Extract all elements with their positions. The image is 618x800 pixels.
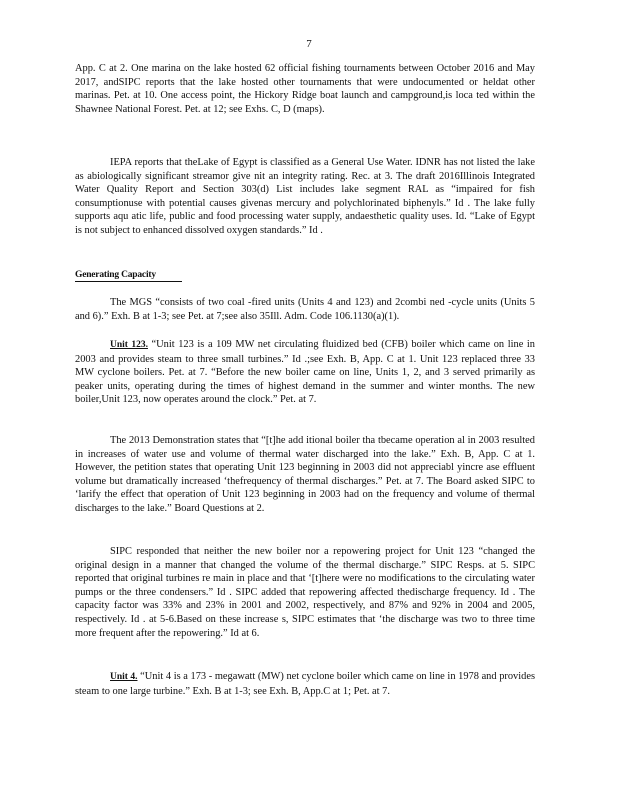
unit-123-text: “Unit 123 is a 109 MW net circulating fluidized bed (CFB) boiler which came on line in 2003 and provides steam to three small turbines.” Id .;see Exh. B, App. C at 1. Unit 123 replaced three 33 MW cyclone boilers. Pet. at 7. “Before the new boiler came on line, Units 1, 2, and 3 served primarily as peaker units, operating during the times of highest demand in the summer and winter months. The new boiler,Unit 123, now operates around the clock.” Pet. at 7.: [75, 339, 535, 406]
paragraph-iepa: IEPA reports that theLake of Egypt is classified as a General Use Water. IDNR has not listed the lake as abiologically significant streamor give nit an integrity rating. Rec. at 3. The draft 2016Illinois Integrated Water Quality Report and Section 303(d) List includes lake segment RAL as “impaired for fish consumptionuse with potential causes givenas mercury and polychlorinated biphenyls.” Id . The lake fully supports aqu atic life, public and food processing water supply, andaesthetic quality uses. Id. “Lake of Egypt is not subject to enhanced dissolved oxygen standards.” Id .: [75, 157, 535, 236]
paragraph-mgs: The MGS “consists of two coal -fired units (Units 4 and 123) and 2combi ned -cycle units (Units 5 and 6).” Exh. B at 1-3; see Pet. at 7;see also 35Ill. Adm. Code 106.1130(a)(1).: [75, 297, 535, 322]
paragraph-unit-123: [75, 338, 535, 407]
paragraph-marina: App. C at 2. One marina on the lake hosted 62 official fishing tournaments between October 2016 and May 2017, andSIPC reports that the lake hosted other tournaments that were undocumented or heldat other marinas. Pet. at 10. One access point, the Hickory Ridge boat launch and campground,is loca ted within the Shawnee National Forest. Pet. at 12; see Exhs. C, D (maps).: [75, 63, 535, 115]
section-heading: Generating Capacity: [75, 270, 156, 280]
paragraph-unit-4: [75, 670, 535, 698]
unit-123-label: Unit 123.: [110, 340, 148, 350]
unit-4-text: “Unit 4 is a 173 - megawatt (MW) net cyclone boiler which came on line in 1978 and provides steam to one large turbine.” Exh. B at 1-3; see Exh. B, App.C at 1; Pet. at 7.: [75, 671, 535, 697]
paragraph-demonstration: The 2013 Demonstration states that “[t]he add itional boiler tha tbecame operation al in 2003 resulted in increases of water use and volume of thermal water discharged into the lake.” Exh. B, App. C at 1. However, the petition states that operating Unit 123 beginning in 2003 did not appreciabl yincre ase effluent volume but dramatically increased ‘thefrequency of thermal discharges.” Pet. at 7. The Board asked SIPC to ‘larify the effect that operation of Unit 123 beginning in 2003 had on the frequency and volume of thermal discharges to the lake.” Board Questions at 2.: [75, 435, 535, 514]
unit-4-label: Unit 4.: [110, 672, 138, 682]
heading-underline: [75, 281, 182, 282]
page-number: 7: [306, 38, 312, 50]
paragraph-sipc-response: SIPC responded that neither the new boiler nor a repowering project for Unit 123 “changed the original design in a manner that changed the volume of the thermal discharge.” SIPC Resps. at 5. SIPC reported that original turbines re main in place and that ‘[t]here were no modifications to the circulating water pumps or the three condensers.” Id . SIPC added that repowering affected thedischarge frequency. Id . The capacity factor was 33% and 23% in 2001 and 2002, respectively, and 87% and 92% in 2004 and 2005, respectively. Id . at 5-6.Based on these increase s, SIPC estimates that ‘the discharge was two to three time more frequent after the repowering.” Id at 6.: [75, 546, 535, 639]
